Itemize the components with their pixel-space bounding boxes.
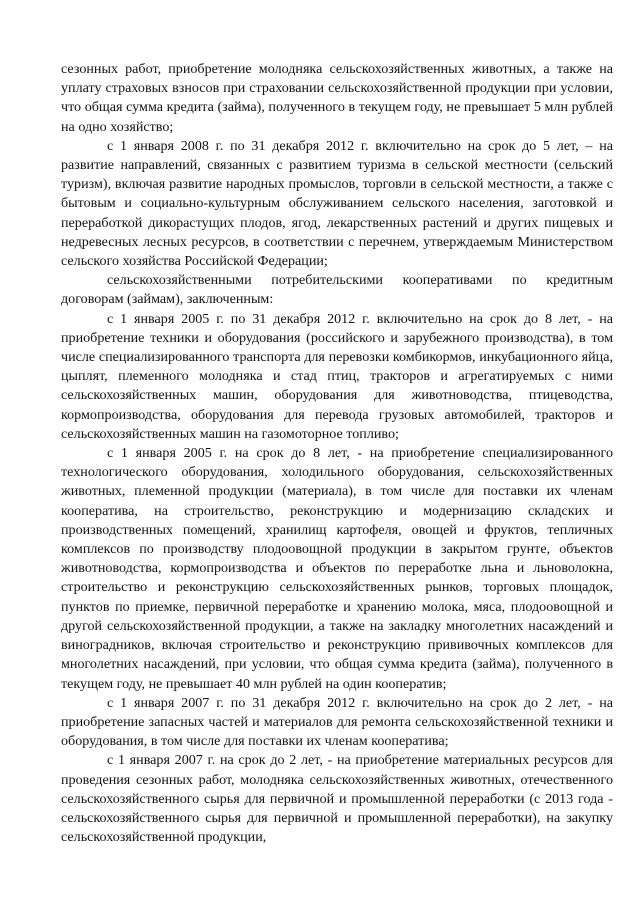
paragraph-cooperatives-intro: сельскохозяйственными потребительскими кооперативами по кредитным договорам (займам), заключенным: bbox=[61, 272, 613, 308]
paragraph-spare-parts: с 1 января 2007 г. по 31 декабря 2012 г. включительно на срок до 2 лет, - на приобретение запасных частей и материалов для ремонта сельскохозяйственной техники и оборудования, в том числе для поставки их членам кооператива; bbox=[61, 694, 613, 750]
paragraph-specialized-equipment: с 1 января 2005 г. на срок до 8 лет, - на приобретение специализированного технологического оборудования, холодильного оборудования, сельскохозяйственных животных, племенной продукции (материала), в том числе для поставки их членам кооператива, на строительство, реконструкцию и модернизацию складских и производственных помещений, хранилищ картофеля, овощей и фруктов, тепличных комплексов по производству плодоовощной продукции в закрытом грунте, объектов животноводства, кормопроизводства и объектов по переработке льна и льноволокна, строительство и реконструкцию сельскохозяйственных рынков, торговых площадок, пунктов по приемке, первичной переработке и хранению молока, мяса, плодоовощной и другой сельскохозяйственной продукции, а также на закладку многолетних насаждений и виноградников, включая строительство и реконструкцию прививочных комплексов для многолетних насаждений, при условии, что общая сумма кредита (займа), полученного в текущем году, не превышает 40 млн рублей на один кооператив; bbox=[61, 445, 613, 692]
paragraph-rural-tourism: с 1 января 2008 г. по 31 декабря 2012 г. включительно на срок до 5 лет, – на развитие направлений, связанных с развитием туризма в сельской местности (сельский туризм), включая развитие народных промыслов, торговли в сельской местности, а также с бытовым и социально-культурным обслуживанием сельского населения, заготовкой и переработкой дикорастущих плодов, ягод, лекарственных растений и других пищевых и недревесных лесных ресурсов, в соответствии с перечнем, утверждаемым Министерством сельского хозяйства Российской Федерации; bbox=[61, 137, 613, 270]
paragraph-equipment-purchase: с 1 января 2005 г. по 31 декабря 2012 г. включительно на срок до 8 лет, - на приобретение техники и оборудования (российского и зарубежного производства), в том числе специализированного транспорта для перевозки комбикормов, инкубационного яйца, цыплят, племенного молодняка и стад птиц, тракторов и агрегатируемых с ними сельскохозяйственных машин, оборудования для животноводства, птицеводства, кормопроизводства, оборудования для перевода грузовых автомобилей, тракторов и сельскохозяйственных машин на газомоторное топливо; bbox=[61, 310, 613, 442]
document-page bbox=[61, 60, 613, 847]
paragraph-material-resources: с 1 января 2007 г. на срок до 2 лет, - на приобретение материальных ресурсов для проведения сезонных работ, молодняка сельскохозяйственных животных, отечественного сельскохозяйственного сырья для первичной и промышленной переработки (с 2013 года - сельскохозяйственного сырья для первичной и промышленной переработки), на закупку сельскохозяйственной продукции, bbox=[61, 752, 613, 846]
paragraph-seasonal-works-continuation: сезонных работ, приобретение молодняка сельскохозяйственных животных, а также на уплату страховых взносов при страховании сельскохозяйственной продукции при условии, что общая сумма кредита (займа), полученного в текущем году, не превышает 5 млн рублей на одно хозяйство; bbox=[61, 61, 613, 135]
